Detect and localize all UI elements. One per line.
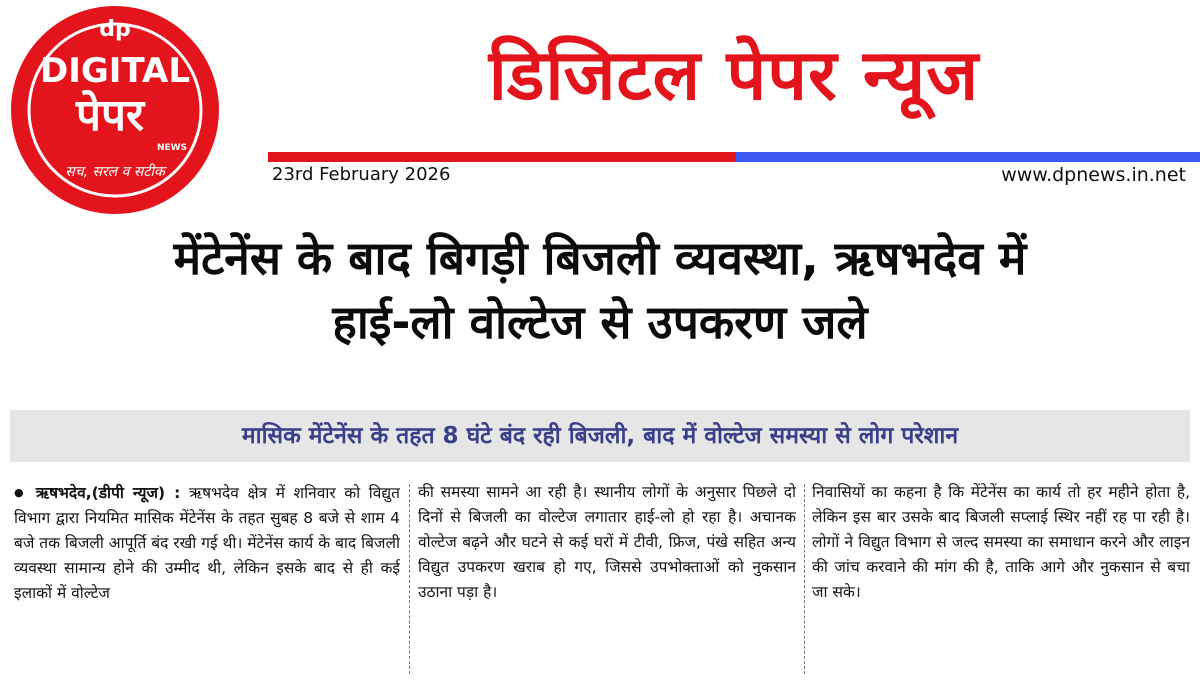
- column-divider: [804, 484, 805, 674]
- logo-dp-mark: dp: [99, 17, 131, 42]
- website-link[interactable]: www.dpnews.in.net: [1001, 164, 1186, 186]
- article-dateline: ऋषभदेव,(डीपी न्यूज) :: [35, 484, 181, 502]
- publication-logo: [2, 2, 228, 214]
- bullet-icon: ●: [14, 486, 28, 499]
- article-headline: [0, 212, 1200, 388]
- column-2-text: की समस्या सामने आ रही है। स्थानीय लोगों के अनुसार पिछले दो दिनों से बिजली का वोल्टेज लगातार हाई-लो हो रहा है। अचानक वोल्टेज बढ़ने और घटने से कई घरों में टीवी, फ्रिज, पंखे सहित अन्य विद्युत उपकरण खराब हो गए, जिससे उपभोक्ताओं को नुकसान उठाना पड़ा है।: [418, 483, 796, 601]
- date-band: [268, 152, 1200, 188]
- column-3-text: निवासियों का कहना है कि मेंटेनेंस का कार्य तो हर महीने होता है, लेकिन इस बार उसके बाद बिजली सप्लाई स्थिर नहीं रह पा रही है। लोगों ने विद्युत विभाग से जल्द समस्या का समाधान करने और लाइन की जांच करवाने की मांग की है, ताकि आगे और नुकसान से बचा जा सके।: [812, 483, 1190, 601]
- headline-line-1: मेंटेनेंस के बाद बिगड़ी बिजली व्यवस्था, ऋषभदेव में: [173, 231, 1027, 285]
- article-column-2: [418, 480, 796, 680]
- logo-emblem: [2, 2, 228, 214]
- masthead-title: डिजिटल पेपर न्यूज: [488, 34, 980, 116]
- issue-date: 23rd February 2026: [272, 164, 451, 185]
- article-subheadline: मासिक मेंटेनेंस के तहत 8 घंटे बंद रही बिजली, बाद में वोल्टेज समस्या से लोग परेशान: [10, 410, 1190, 462]
- column-1-text: ऋषभदेव क्षेत्र में शनिवार को विद्युत विभाग द्वारा नियमित मासिक मेंटेनेंस के तहत सुबह 8 बजे से शाम 4 बजे तक बिजली आपूर्ति बंद रखी गई थी। मेंटेनेंस कार्य के बाद बिजली व्यवस्था सामान्य होने की उम्मीद थी, लेकिन इसके बाद से ही कई इलाकों में वोल्टेज: [14, 484, 400, 602]
- article-column-3: [812, 480, 1190, 680]
- logo-news-text: NEWS: [156, 143, 188, 153]
- logo-tagline: सच, सरल व सटीक: [65, 164, 165, 180]
- logo-paper-text: पेपर: [76, 90, 144, 141]
- logo-digital-text: DIGITAL: [40, 51, 190, 91]
- article-column-1: [14, 480, 400, 680]
- column-divider: [409, 484, 410, 674]
- headline-line-2: हाई-लो वोल्टेज से उपकरण जले: [332, 295, 868, 349]
- article-body: [14, 480, 1190, 680]
